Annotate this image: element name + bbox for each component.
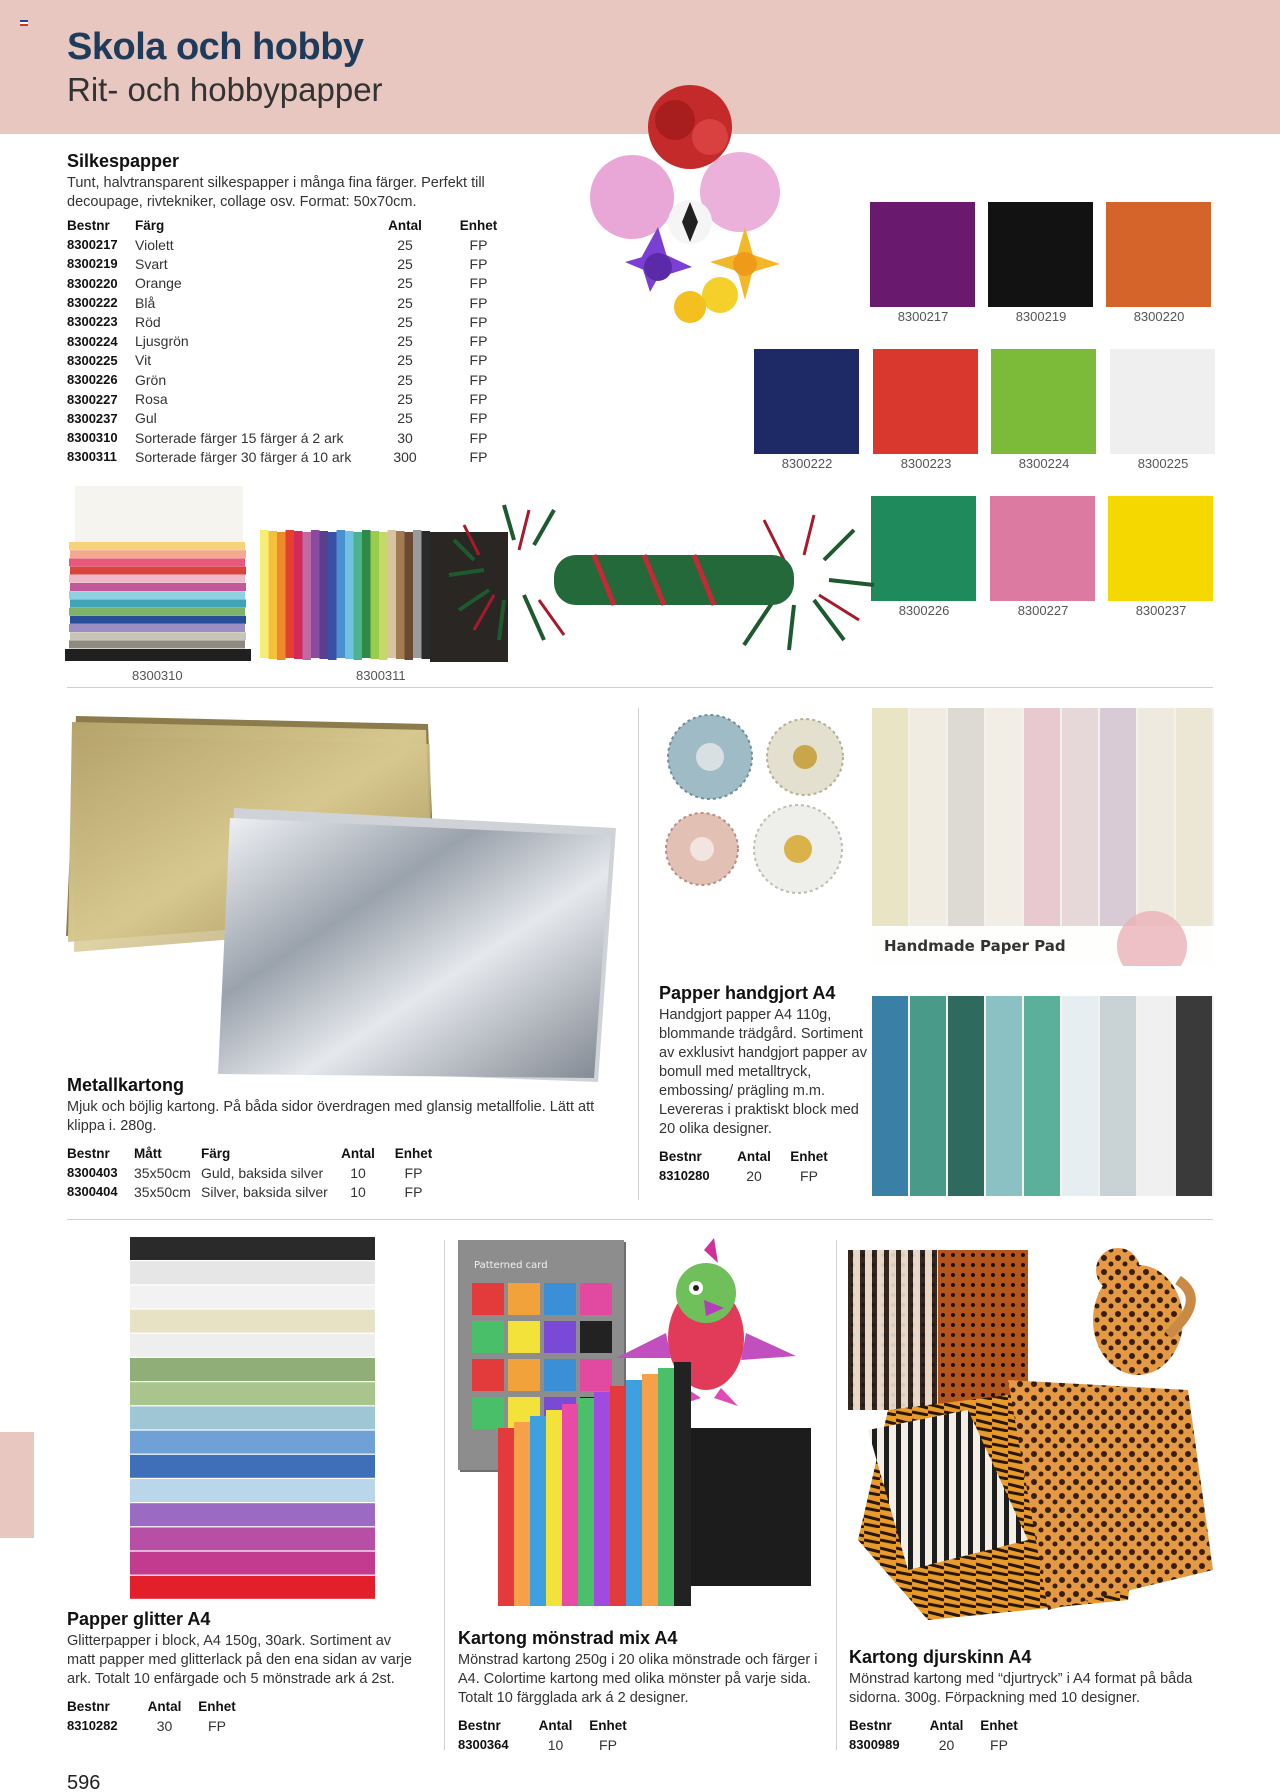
col-matt: Mått [134,1146,162,1161]
col-bestnr: Bestnr [67,1146,110,1161]
cell-color: Svart [135,255,168,272]
handgjort-table [659,1149,839,1185]
cell-color: Blå [135,294,156,311]
swatch-code: 8300224 [1018,456,1070,471]
metallic-card-image [66,708,626,1086]
cell-color: Silver, baksida silver [201,1183,328,1200]
swatch-code: 8300237 [1135,603,1187,618]
cell-code: 8300220 [67,275,118,291]
paper-cracker-image [444,500,884,665]
cell-unit: FP [404,1183,423,1200]
column-divider [444,1240,445,1750]
side-tab [0,1432,34,1538]
product-title: Kartong djurskinn A4 [849,1647,1032,1667]
paper-flowers-image [580,82,830,328]
table-row [67,254,522,273]
cell-size: 35x50cm [134,1183,191,1200]
column-divider [836,1240,837,1750]
cell-color: Orange [135,275,182,292]
monstrad-info [458,1628,838,1754]
cell-unit: FP [469,236,488,253]
cell-qty: 25 [397,391,413,408]
cell-unit: FP [469,294,488,311]
product-title: Metallkartong [67,1075,185,1095]
handmade-paper-pad-image [872,708,1214,1196]
cell-unit: FP [469,313,488,330]
pack-label: Patterned card [474,1260,548,1271]
glitter-paper-block-image [130,1237,375,1600]
cell-qty: 20 [746,1167,762,1184]
col-antal: Antal [388,218,422,233]
table-row [67,351,522,370]
cell-code: 8300403 [67,1165,118,1181]
table-row [67,389,522,408]
col-farg: Färg [201,1146,231,1161]
col-enhet: Enhet [790,1149,828,1164]
color-swatch [1108,496,1213,601]
product-title: Kartong mönstrad mix A4 [458,1628,678,1648]
table-row [67,370,522,389]
section-subtitle: Rit- och hobbypapper [67,71,383,108]
table-row [67,1182,447,1201]
swatch-code: 8300223 [900,456,952,471]
cell-unit: FP [469,448,488,465]
animal-print-card-image [848,1240,1213,1630]
cell-color: Gul [135,410,157,427]
swatch-code: 8300225 [1137,456,1189,471]
color-swatch [873,349,978,454]
table-header [67,1146,447,1163]
cell-code: 8300237 [67,410,118,426]
col-enhet: Enhet [459,218,498,233]
cell-qty: 25 [397,275,413,292]
product-title: Papper handgjort A4 [659,983,836,1003]
color-swatch [870,202,975,307]
table-row [67,331,522,350]
product-title: Silkespapper [67,151,180,171]
patterned-card-image [456,1238,811,1608]
cell-code: 8310282 [67,1718,118,1734]
handgjort-info [659,983,867,1185]
paper-rosettes-image [660,712,860,902]
table-row [67,1163,447,1182]
product-title: Papper glitter A4 [67,1609,211,1629]
col-enhet: Enhet [980,1718,1018,1733]
cell-qty: 25 [397,236,413,253]
col-antal: Antal [929,1718,964,1733]
table-row [67,428,522,447]
table-row [458,1735,638,1754]
cell-unit: FP [469,255,488,272]
section-title: Skola och hobby [67,26,364,68]
col-enhet: Enhet [589,1718,627,1733]
product-description: Mönstrad kartong 250g i 20 olika mönstrade och färger i A4. Colortime kartong med olika mönster på varje sida. Totalt 10 färgglada ark á 2 designer. [458,1652,818,1706]
color-swatch [871,496,976,601]
cell-code: 8310280 [659,1168,710,1184]
table-row [67,235,522,254]
swatch-code: 8300227 [1017,603,1069,618]
cell-code: 8300222 [67,295,118,311]
cell-code: 8300225 [67,352,118,368]
col-antal: Antal [538,1718,573,1733]
cell-color: Röd [135,313,161,330]
cell-color: Sorterade färger 30 färger á 10 ark [135,448,352,465]
cell-color: Violett [135,236,174,253]
djurskinn-table [849,1718,1029,1754]
cell-code: 8300226 [67,372,118,388]
cell-unit: FP [469,275,488,292]
swatch-code: 8300226 [898,603,950,618]
cell-unit: FP [599,1736,617,1753]
cell-code: 8300223 [67,314,118,330]
cell-unit: FP [469,391,488,408]
cell-code: 8300227 [67,391,118,407]
cell-qty: 10 [350,1164,366,1181]
table-header [659,1149,839,1166]
table-header [67,1699,247,1716]
cell-code: 8300219 [67,256,118,272]
table-row [67,274,522,293]
table-row [67,312,522,331]
table-row [67,1716,247,1735]
col-bestnr: Bestnr [67,1699,110,1714]
cell-code: 8300217 [67,237,118,253]
col-bestnr: Bestnr [659,1149,702,1164]
cell-code: 8300310 [67,430,118,446]
cell-color: Sorterade färger 15 färger á 2 ark [135,429,344,446]
cell-qty: 25 [397,371,413,388]
cell-unit: FP [990,1736,1008,1753]
product-description: Handgjort papper A4 110g, blommande trädgård. Sortiment av exklusivt handgjort papper av bomull med metalltryck, embossing/ prägling m.m. Levereras i praktiskt block med 20 olika designer. [659,1007,867,1137]
swatch-code: 8300222 [781,456,833,471]
pad-label: Handmade Paper Pad [884,937,1066,955]
section-divider [67,687,1213,688]
page-number: 596 [67,1772,101,1792]
product-description: Mjuk och böjlig kartong. På båda sidor överdragen med glansig metallfolie. Lätt att klippa i. 280g. [67,1099,595,1134]
col-bestnr: Bestnr [67,218,110,233]
cell-qty: 25 [397,255,413,272]
col-bestnr: Bestnr [849,1718,892,1733]
cell-unit: FP [469,429,488,446]
cell-code: 8300404 [67,1184,118,1200]
col-bestnr: Bestnr [458,1718,501,1733]
cell-unit: FP [469,333,488,350]
cell-qty: 10 [350,1183,366,1200]
monstrad-table [458,1718,638,1754]
silkespapper-table [67,218,522,467]
cell-qty: 30 [397,429,413,446]
cell-unit: FP [800,1167,818,1184]
assorted-15-stack-image [63,484,253,664]
col-antal: Antal [737,1149,771,1164]
cell-color: Guld, baksida silver [201,1164,324,1181]
cell-qty: 20 [938,1736,955,1753]
color-swatch [988,202,1093,307]
image-label: 8300311 [356,668,406,683]
cell-qty: 10 [547,1736,564,1753]
col-enhet: Enhet [198,1699,236,1714]
column-divider [638,708,639,1200]
glitter-table [67,1699,247,1735]
color-swatch [991,349,1096,454]
product-description: Tunt, halvtransparent silkespapper i många fina färger. Perfekt till decoupage, rivtekniker, collage osv. Format: 50x70cm. [67,175,485,210]
cell-color: Grön [135,371,167,388]
cell-qty: 25 [397,352,413,369]
swatch-code: 8300219 [1015,309,1067,324]
col-farg: Färg [135,218,165,233]
swatch-code: 8300217 [897,309,949,324]
cell-code: 8300364 [458,1737,509,1753]
cell-color: Ljusgrön [135,333,189,350]
product-description: Mönstrad kartong med “djurtryck” i A4 format på båda sidorna. 300g. Förpackning med 10 designer. [849,1671,1193,1706]
silkespapper-info [67,151,537,467]
image-label: 8300310 [132,668,183,683]
color-swatch [754,349,859,454]
cell-unit: FP [469,352,488,369]
col-antal: Antal [341,1146,375,1161]
table-row [67,293,522,312]
product-description: Glitterpapper i block, A4 150g, 30ark. Sortiment av matt papper med glitterlack på den ena sidan av varje ark. Totalt 10 enfärgade och 5 mönstrade ark á 2st. [67,1633,412,1687]
cell-code: 8300989 [849,1737,900,1753]
color-swatch [1106,202,1211,307]
cell-qty: 25 [397,313,413,330]
cell-qty: 25 [397,410,413,427]
cell-qty: 25 [397,294,413,311]
table-row [849,1735,1029,1754]
table-row [67,409,522,428]
glitter-info [67,1609,422,1735]
cell-qty: 30 [156,1717,173,1734]
cell-qty: 300 [393,448,417,465]
col-enhet: Enhet [394,1146,433,1161]
cell-size: 35x50cm [134,1164,191,1181]
cell-unit: FP [469,410,488,427]
cell-code: 8300224 [67,333,118,349]
color-swatch [990,496,1095,601]
cell-color: Vit [135,352,152,369]
flag-icon [20,20,28,26]
table-header [67,218,522,235]
metallkartong-table [67,1146,447,1202]
cell-qty: 25 [397,333,413,350]
djurskinn-info [849,1647,1219,1754]
cell-color: Rosa [135,391,168,408]
section-divider [67,1219,1213,1220]
table-header [458,1718,638,1735]
color-swatch [1110,349,1215,454]
metallkartong-info [67,1075,607,1202]
cell-unit: FP [208,1717,226,1734]
col-antal: Antal [147,1699,182,1714]
swatch-code: 8300220 [1133,309,1185,324]
table-row [659,1166,839,1185]
cell-unit: FP [469,371,488,388]
table-header [849,1718,1029,1735]
cell-code: 8300311 [67,449,117,465]
cell-unit: FP [404,1164,423,1181]
table-row [67,447,522,466]
